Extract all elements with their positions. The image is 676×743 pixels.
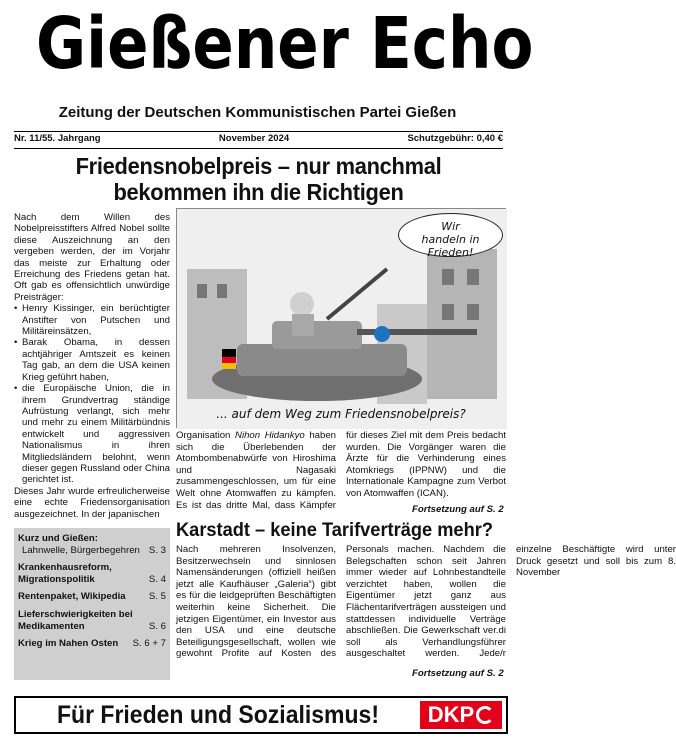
index-entry[interactable] xyxy=(18,533,166,556)
lead-headline-line2: bekommen ihn die Richtigen xyxy=(113,179,404,205)
info-top-rule xyxy=(14,131,503,132)
masthead-subtitle: Zeitung der Deutschen Kommunistischen Partei Gießen xyxy=(58,104,457,121)
continuation-prefix: Organisation xyxy=(176,430,236,441)
lead-bullet-item: • Barak Obama, in dessen achtjähriger Amtszeit es keinen Tag gab, an dem die USA keinen Krieg geführt haben, xyxy=(14,337,170,383)
dkp-logo-text: DKP xyxy=(427,702,475,727)
index-entry-page: S. 6 xyxy=(148,620,166,632)
continuation-org: Nihon Hidankyo xyxy=(235,430,305,441)
karstadt-headline: Karstadt – keine Tarifverträge mehr? xyxy=(176,520,493,541)
lead-article-left-column xyxy=(14,212,170,520)
cartoon-speech-bubble xyxy=(398,213,503,257)
index-entry-title: Rentenpaket, Wikipedia xyxy=(18,591,126,603)
cartoon-caption: ... auf dem Weg zum Friedensnobelpreis? xyxy=(216,407,466,421)
index-entry[interactable] xyxy=(18,609,166,632)
index-entry[interactable] xyxy=(18,638,166,650)
index-entry-page: S. 6 + 7 xyxy=(132,638,166,650)
speech-line2: handeln in Frieden! xyxy=(421,233,480,259)
index-entry-title: Kurz und Gießen: xyxy=(18,533,98,544)
lead-outro: Dieses Jahr wurde erfreulicherweise eine echte Friedensorganisation ausgezeichnet. In der japanischen xyxy=(14,485,170,520)
index-entry-page: S. 3 xyxy=(148,544,166,556)
index-entry-title: Lieferschwierigkeiten bei Medikamenten xyxy=(18,608,133,632)
index-entry-page: S. 5 xyxy=(148,591,166,603)
index-entry[interactable] xyxy=(18,591,166,603)
info-bar xyxy=(14,133,503,147)
index-entry[interactable] xyxy=(18,562,166,585)
index-entry-page: S. 4 xyxy=(148,573,166,585)
continuation-text: haben sich die Überlebenden der Atombombenabwürfe von Hiroshima und Nagasaki zusammengeschlossen, um für eine Welt ohne Atomwaffen zu kämpfen. Es ist das dritte Mal, dass Kämpfer für dieses Ziel mit dem Preis bedacht wurden. Die Vorgänger waren die Ärzte für die Verhinderung eines Atomkriegs (IPPNW) und die Internationale Kampagne zum Verbot von Atomwaffen (ICAN). xyxy=(176,430,506,511)
lead-headline-line1: Friedensnobelpreis – nur manchmal xyxy=(75,153,442,179)
issue-date: November 2024 xyxy=(218,133,290,144)
index-entry-title: Krieg im Nahen Osten xyxy=(18,638,119,650)
hammer-sickle-icon xyxy=(476,706,494,724)
speech-line1: Wir xyxy=(441,220,460,233)
index-entry-title: Krankenhausreform, Migrationspolitik xyxy=(18,562,112,585)
contents-index xyxy=(14,528,170,680)
karstadt-continued-link[interactable]: Fortsetzung auf S. 2 xyxy=(412,668,504,679)
lead-headline xyxy=(26,153,491,205)
lead-intro: Nach dem Willen des Nobelpreisstifters Alfred Nobel sollte diese Auszeichnung an den vergeben werden, der im Vorjahr das meiste zur Erhaltung oder Erreichung des Friedens getan hat. Oft gab es offensichtlich unwürdige Preisträger: xyxy=(14,212,170,303)
karstadt-article-body: Nach mehreren Insolvenzen, Besitzerwechseln und sinnlosen Namensänderungen (offiziell heißen jetzt alle Kaufhäuser „Galeria“) gibt es für die leidgeprüften Beschäftigten weiterhin keine Sicherheit. Die jetzigen Eigentümer, ein Investor aus den USA und eine deutsche Beteiligungsgesellschaft, wollen wie gewohnt Profite auf Kosten des Personals machen. Nachdem die Belegschaften schon seit Jahren immer wieder auf Lohnbestandteile verzichtet haben, wollen die Eigentümer jetzt ganz aus Flächentarifverträgen aussteigen und stattdessen individuelle Verträge abschließen. Die Gewerkschaft ver.di soll als Verhandlungsführer ausgeschaltet werden. Jede/r einzelne Beschäftigte wird unter Druck gesetzt und soll bis zum 8. November xyxy=(176,544,676,660)
issue-number: Nr. 11/55. Jahrgang xyxy=(14,133,101,144)
lead-bullet-item: • die Europäische Union, die in ihrem Grundvertrag ständige Aufrüstung verlangt, sich mehr und mehr zu einem Militärbündnis entwickelt und aggressiven Nationalismus in ihren Mitgliedsländern belohnt, wenn dieser gegen Russland oder China gerichtet ist. xyxy=(14,383,170,486)
dkp-logo xyxy=(420,701,502,729)
index-entry-sub: Lahnwelle, Bürgerbegehren xyxy=(22,544,140,556)
lead-continued-link[interactable]: Fortsetzung auf S. 2 xyxy=(412,504,504,515)
issue-price: Schutzgebühr: 0,40 € xyxy=(407,133,503,144)
lead-bullet-list xyxy=(14,303,170,486)
lead-bullet-item: • Henry Kissinger, ein berüchtigter Anstifter von Putschen und Militäreinsätzen, xyxy=(14,303,170,337)
masthead-title: Gießener Echo xyxy=(36,2,534,85)
footer-banner xyxy=(14,696,508,734)
footer-slogan: Für Frieden und Sozialismus! xyxy=(56,700,380,729)
info-bottom-rule xyxy=(14,148,503,149)
